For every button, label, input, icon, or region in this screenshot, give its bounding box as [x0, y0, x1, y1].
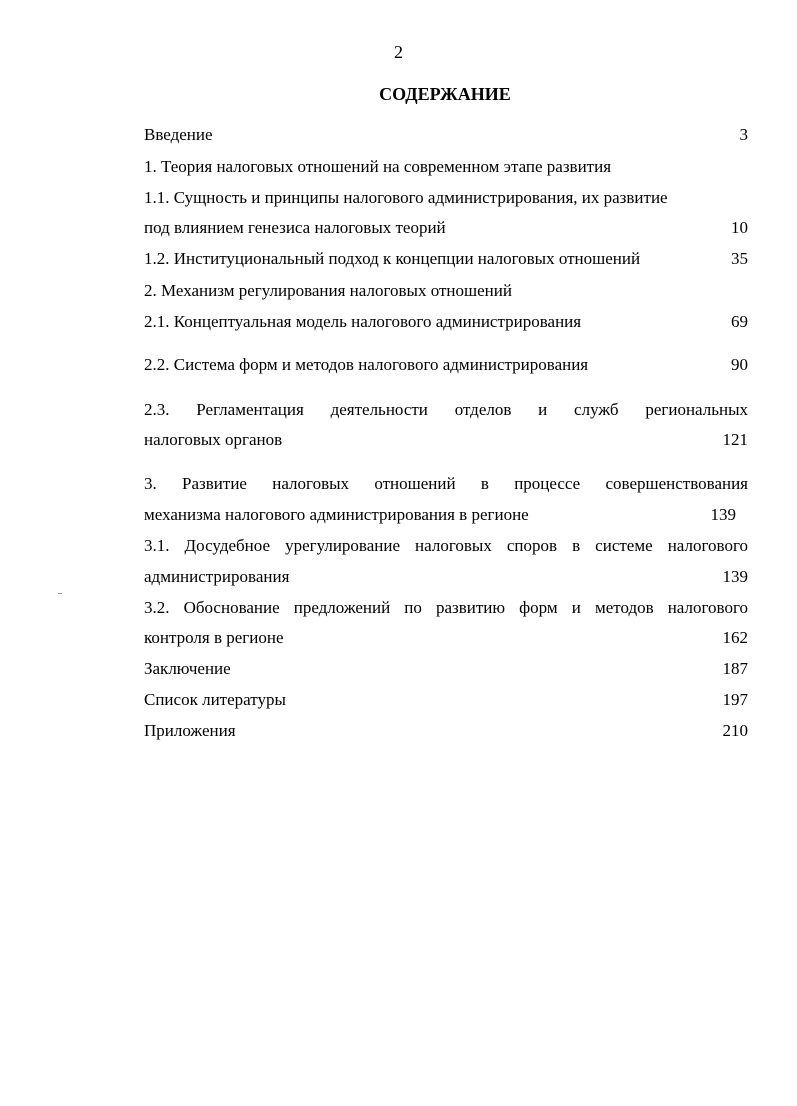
scan-speck: [58, 593, 62, 594]
toc-entry-text: 2.2. Система форм и методов налогового администрирования: [144, 355, 589, 374]
toc-entry-page: 162: [722, 628, 748, 647]
toc-entry-page: 139: [722, 567, 748, 586]
toc-entry-text: налоговых органов: [144, 430, 283, 449]
toc-entry-chapter-2: [144, 279, 748, 303]
toc-entry-3-1-line2: [144, 565, 748, 589]
toc-entry-text: 2.1. Концептуальная модель налогового администрирования: [144, 312, 582, 331]
toc-entry-2-3-line1: 2.3. Регламентация деятельности отделов и служб региональных: [144, 400, 748, 419]
toc-entry-bibliography: [144, 688, 748, 712]
toc-entry-page: 139: [710, 505, 736, 524]
toc-entry-text: 1. Теория налоговых отношений на современном этапе развития: [144, 157, 612, 176]
toc-entry-chapter-1: [144, 155, 748, 179]
toc-entry-page: 187: [722, 659, 748, 678]
toc-entry-1-1-line2: [144, 216, 748, 240]
toc-entry-3-1-line1: 3.1. Досудебное урегулирование налоговых споров в системе налогового: [144, 536, 748, 555]
toc-entry-text: контроля в регионе: [144, 628, 284, 647]
toc-entry-text: под влиянием генезиса налоговых теорий: [144, 218, 446, 237]
page-number: 2: [394, 42, 403, 62]
toc-entry-text: 1.2. Институциональный подход к концепции налоговых отношений: [144, 249, 641, 268]
toc-entry-page: 210: [722, 721, 748, 740]
toc-entry-2-3-line2: [144, 428, 748, 452]
toc-entry-chapter-3-line2: [144, 503, 748, 527]
toc-entry-page: 35: [731, 249, 748, 268]
toc-entry-page: 121: [722, 430, 748, 449]
toc-entry-1-2: [144, 247, 748, 271]
toc-title: СОДЕРЖАНИЕ: [379, 84, 511, 104]
toc-entry-text: Приложения: [144, 721, 236, 740]
toc-entry-text: администрирования: [144, 567, 290, 586]
toc-entry-introduction: [144, 123, 748, 147]
toc-entry-1-1-line1: [144, 186, 748, 210]
toc-entry-text: Список литературы: [144, 690, 286, 709]
toc-entry-text: 2. Механизм регулирования налоговых отношений: [144, 281, 512, 300]
toc-entry-appendices: [144, 719, 748, 743]
toc-entry-page: 10: [731, 218, 748, 237]
toc-entry-page: 69: [731, 312, 748, 331]
toc-entry-page: 197: [722, 690, 748, 709]
toc-entry-page: 3: [739, 125, 748, 144]
toc-entry-text: механизма налогового администрирования в регионе: [144, 505, 529, 524]
toc-entry-text: Введение: [144, 125, 213, 144]
toc-entry-conclusion: [144, 657, 748, 681]
toc-entry-text: 1.1. Сущность и принципы налогового администрирования, их развитие: [144, 188, 668, 207]
toc-entry-page: 90: [731, 355, 748, 374]
toc-entry-2-1: [144, 310, 748, 334]
toc-entry-chapter-3-line1: 3. Развитие налоговых отношений в процессе совершенствования: [144, 474, 748, 493]
toc-entry-2-2: [144, 353, 748, 377]
toc-entry-3-2-line1: 3.2. Обоснование предложений по развитию форм и методов налогового: [144, 598, 748, 617]
toc-entry-3-2-line2: [144, 626, 748, 650]
toc-entry-text: Заключение: [144, 659, 231, 678]
